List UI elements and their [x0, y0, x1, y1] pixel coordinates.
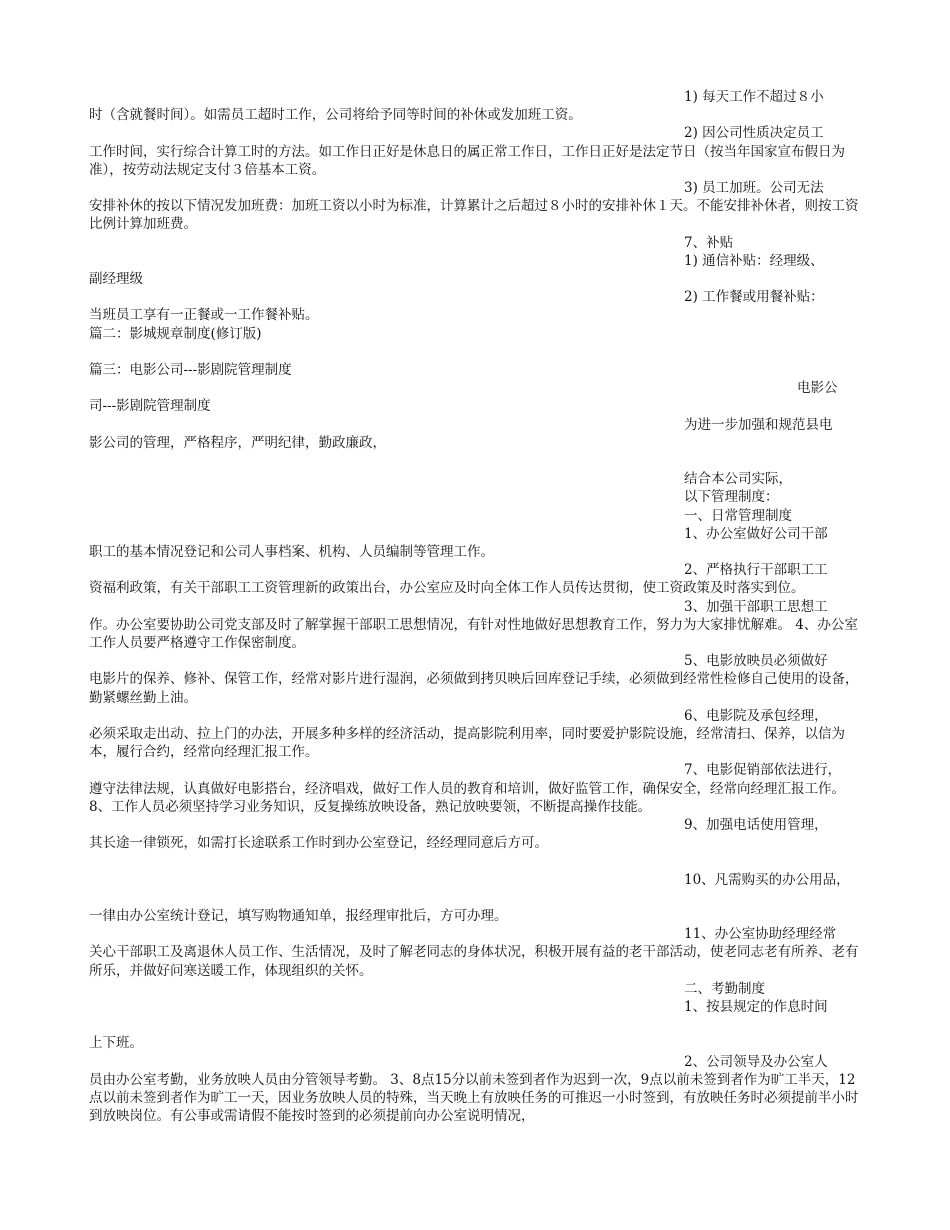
blank-line — [89, 853, 864, 871]
paragraph-text: 其长途一律锁死，如需打长途联系工作时到办公室登记，经经理同意后方可。 — [89, 835, 548, 852]
blank-line — [89, 1016, 864, 1034]
paragraph-lead: 6、电影院及承包经理， — [684, 707, 828, 724]
paragraph-text: 以下管理制度： — [684, 489, 779, 506]
paragraph-text: 工作时间，实行综合计算工时的方法。如工作日正好是休息日的属正常工作日，工作日正好是法定节日（按当年国家宣布假日为准），按劳动法规定支付３倍基本工资。 — [89, 143, 845, 178]
paragraph-lead: 3) 员工加班。公司无法 — [684, 180, 824, 197]
blank-line — [89, 343, 864, 361]
paragraph-lead: 1) 每天工作不超过８小 — [684, 89, 824, 105]
chapter-title: 篇三：电影公司---影剧院管理制度 — [89, 362, 292, 379]
paragraph-lead: 11、办公室协助经理经常 — [684, 926, 837, 943]
paragraph-lead: 9、加强电话使用管理， — [684, 817, 828, 834]
paragraph-lead: 2、公司领导及办公室人 — [684, 1053, 828, 1070]
paragraph-lead: 1、办公室做好公司干部 — [684, 525, 828, 542]
paragraph-text: 电影片的保养、修补、保管工作，经常对影片进行湿润，必须做到拷贝映后回库登记手续，必须做到经常性检修自己使用的设备，勤紧螺丝勤上油。 — [89, 671, 859, 706]
paragraph-lead: 2、严格执行干部职工工 — [684, 562, 828, 579]
blank-line — [89, 889, 864, 907]
paragraph-text: 当班员工享有一正餐或一工作餐补贴。 — [89, 307, 319, 324]
paragraph-lead: 2) 工作餐或用餐补贴： — [684, 289, 824, 306]
paragraph-text: 遵守法律法规，认真做好电影搭台，经济唱戏，做好工作人员的教育和培训，做好监管工作，确保安全，经常向经理汇报工作。 8、工作人员必须坚持学习业务知识，反复操练放映设备，熟记放映要领，不断提高操作技能。 — [89, 780, 850, 815]
paragraph-text: 资福利政策，有关干部职工工资管理新的政策出台，办公室应及时向全体工作人员传达贯彻，使工资政策及时落实到位。 — [89, 580, 805, 597]
paragraph-text: 影公司的管理，严格程序，严明纪律，勤政廉政， — [89, 434, 386, 451]
paragraph-lead: 10、凡需购买的办公用品， — [684, 871, 850, 888]
document-body — [89, 88, 864, 1126]
chapter-title: 篇二：影城规章制度(修订版) — [89, 325, 262, 342]
paragraph-lead: 为进一步加强和规范县电 — [684, 416, 833, 433]
paragraph-text: 上下班。 — [89, 1035, 143, 1052]
paragraph-text: 一律由办公室统计登记，填写购物通知单，报经理审批后，方可办理。 — [89, 908, 508, 925]
section-heading: 一、日常管理制度 — [684, 507, 792, 524]
paragraph-text: 关心干部职工及离退休人员工作、生活情况，及时了解老同志的身体状况，积极开展有益的老干部活动，使老同志老有所养、老有所乐，并做好问寒送暖工作，体现组织的关怀。 — [89, 944, 859, 979]
paragraph-text: 职工的基本情况登记和公司人事档案、机构、人员编制等管理工作。 — [89, 544, 494, 561]
paragraph-text: 时（含就餐时间）。如需员工超时工作，公司将给予同等时间的补休或发加班工资。 — [89, 107, 582, 124]
section-heading: 7、补贴 — [684, 234, 734, 251]
title-lead: 电影公 — [797, 380, 838, 397]
paragraph-text: 作。办公室要协助公司党支部及时了解掌握干部职工思想情况，有针对性地做好思想教育工作，努力为大家排忧解难。 4、办公室工作人员要严格遵守工作保密制度。 — [89, 616, 858, 652]
paragraph-lead: 5、电影放映员必须做好 — [684, 653, 828, 670]
blank-line — [89, 452, 864, 470]
paragraph-text: 安排补休的按以下情况发加班费：加班工资以小时为标准，计算累计之后超过８小时的安排补休１天。不能安排补休者，则按工资比例计算加班费。 — [89, 198, 859, 233]
paragraph-lead: 1) 通信补贴：经理级、 — [684, 252, 824, 269]
paragraph-lead: 7、电影促销部依法进行， — [684, 762, 842, 779]
paragraph-lead: 1、按县规定的作息时间 — [684, 999, 828, 1016]
paragraph-lead: 3、加强干部职工思想工 — [684, 598, 828, 615]
paragraph-text: 员由办公室考勤，业务放映人员由分管领导考勤。 3、8点15分以前未签到者作为迟到一次，9点以前未签到者作为旷工半天，12点以前未签到者作为旷工一天，因业务放映人员的特殊，当天晚上有放映任务的可推迟一小时签到，有放映任务时必须提前半小时到放映岗位。有公事或需请假不能按时签到的必须提前向办公室说明情况， — [89, 1071, 859, 1125]
section-heading: 二、考勤制度 — [684, 980, 765, 997]
paragraph-lead: 2) 因公司性质决定员工 — [684, 125, 824, 142]
title-text: 司---影剧院管理制度 — [89, 398, 211, 415]
paragraph-text: 副经理级 — [89, 271, 143, 288]
paragraph-text: 必须采取走出动、拉上门的办法，开展多种多样的经济活动，提高影院利用率，同时要爱护影院设施，经常清扫、保养，以信为本，履行合约，经常向经理汇报工作。 — [89, 726, 845, 761]
paragraph-text: 结合本公司实际， — [684, 471, 792, 488]
